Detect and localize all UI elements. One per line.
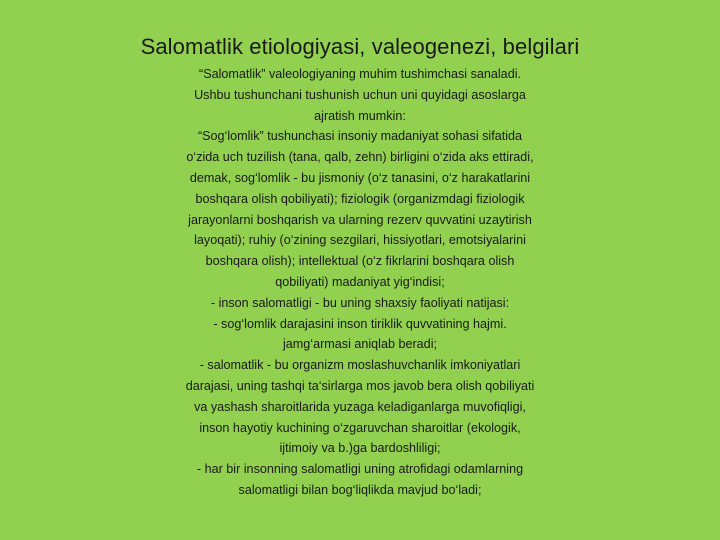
body-line: boshqara olish); intellektual (o‘z fikrlarini boshqara olish [205,254,515,269]
body-line: - inson salomatligi - bu uning shaxsiy faoliyati natijasi: [210,295,510,310]
body-line: “Salomatlik” valeologiyaning muhim tushimchasi sanaladi. [199,67,521,81]
body-line: ajratish mumkin: [314,108,406,123]
body-line: - sog‘lomlik darajasini inson tiriklik quvvatining hajmi. [213,316,507,331]
slide-body [100,64,620,501]
body-line: - har bir insonning salomatligi uning atrofidagi odamlarning [196,462,524,477]
body-line: jarayonlarni boshqarish va ularning rezerv quvvatini uzaytirish [188,212,532,227]
body-line: va yashash sharoitlarida yuzaga keladiganlarga muvofiqligi, [194,399,526,414]
body-line: ijtimoiy va b.)ga bardoshliligi; [279,441,441,456]
body-line: - salomatlik - bu organizm moslashuvchanlik imkoniyatlari [199,358,521,373]
body-line: salomatligi bilan bog‘liqlikda mavjud bo‘ladi; [238,482,482,497]
body-line: demak, sog‘lomlik - bu jismoniy (o‘z tanasini, o‘z harakatlarini [189,170,531,185]
slide-title: Salomatlik etiologiyasi, valeogenezi, belgilari [140,34,580,59]
body-line: boshqara olish qobiliyati); fiziologik (organizmdagi fiziologik [195,191,525,206]
body-line: layoqati); ruhiy (o‘zining sezgilari, hissiyotlari, emotsiyalarini [194,233,526,248]
body-line: o‘zida uch tuzilish (tana, qalb, zehn) birligini o‘zida aks ettiradi, [186,150,534,165]
body-line: darajasi, uning tashqi ta‘sirlarga mos javob bera olish qobiliyati [185,378,535,393]
body-line: jamg‘armasi aniqlab beradi; [282,337,437,352]
body-line: inson hayotiy kuchining o‘zgaruvchan sharoitlar (ekologik, [199,420,521,435]
body-line: qobiliyati) madaniyat yig‘indisi; [275,274,445,289]
body-line: “Sog‘lomlik” tushunchasi insoniy madaniyat sohasi sifatida [197,129,523,144]
body-line: Ushbu tushunchani tushunish uchun uni quyidagi asoslarga [194,87,526,102]
